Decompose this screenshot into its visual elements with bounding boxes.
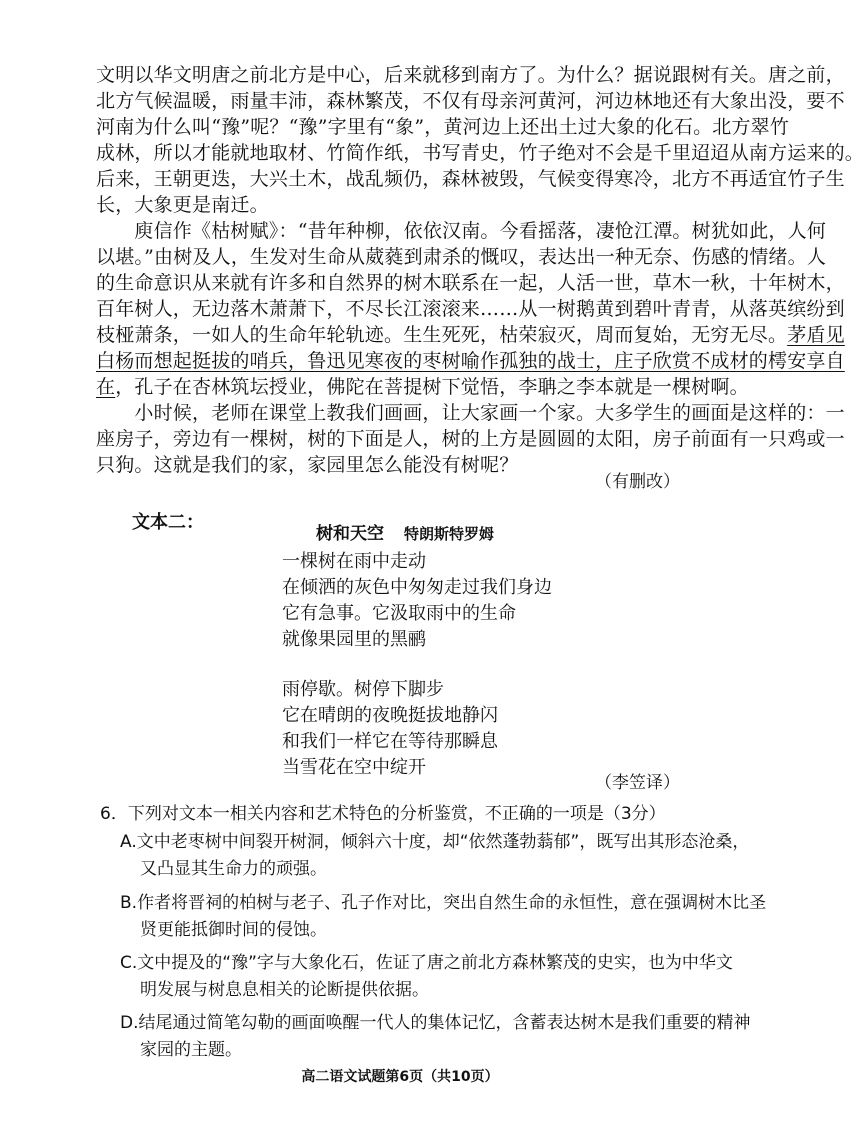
translator-note: （李笠译） <box>595 773 680 793</box>
option-d-line1: D.结尾通过简笔勾勒的画面唤醒一代人的集体记忆，含蓄表达树木是我们重要的精神 <box>120 1013 751 1033</box>
poem-line: 它在晴朗的夜晚挺拔地静闪 <box>282 705 498 726</box>
poem-title: 树和天空 <box>316 524 384 544</box>
poem-line: 雨停歇。树停下脚步 <box>282 679 444 700</box>
text1-line-with-underline <box>96 322 845 348</box>
underlined-line: 白杨而想起挺拔的哨兵，鲁迅见寒夜的枣树喻作孤独的战士，庄子欣赏不成材的樗安享自 <box>96 350 845 372</box>
text2-label: 文本二： <box>132 512 204 533</box>
text1-line: 座房子，旁边有一棵树，树的下面是人，树的上方是圆圆的太阳，房子前面有一只鸡或一 <box>96 428 845 450</box>
text1-line: 河南为什么叫“豫”呢？“豫”字里有“象”，黄河边上还出土过大象的化石。北方翠竹 <box>96 116 790 138</box>
poem-line: 和我们一样它在等待那瞬息 <box>282 731 498 752</box>
text1-line: 文明以华文明唐之前北方是中心，后来就移到南方了。为什么？据说跟树有关。唐之前， <box>96 64 845 86</box>
poem-line: 一棵树在雨中走动 <box>282 551 426 572</box>
poem-line: 它有急事。它汲取雨中的生命 <box>282 603 516 624</box>
option-b-line2: 贤更能抵御时间的侵蚀。 <box>140 920 327 940</box>
poem-author: 特朗斯特罗姆 <box>404 525 495 543</box>
option-c-line2: 明发展与树息息相关的论断提供依据。 <box>140 980 429 1000</box>
text1-line-text: 枝桠萧条，一如人的生命年轮轨迹。生生死死，枯荣寂灭，周而复始，无穷无尽。 <box>96 324 788 346</box>
underlined-phrase: 在 <box>96 376 116 398</box>
revision-note: （有删改） <box>595 472 680 492</box>
text1-line: 后来，王朝更迭，大兴土木，战乱频仍，森林被毁，气候变得寒冷，北方不再适宜竹子生 <box>96 168 845 190</box>
question-stem: 6．下列对文本一相关内容和艺术特色的分析鉴赏，不正确的一项是（3分） <box>100 804 666 824</box>
poem-line: 当雪花在空中绽开 <box>282 757 426 778</box>
text1-line: 成林，所以才能就地取材、竹简作纸，书写青史，竹子绝对不会是千里迢迢从南方运来的。 <box>96 142 864 164</box>
underlined-phrase: 茅盾见 <box>787 324 845 346</box>
poem-line: 在倾洒的灰色中匆匆走过我们身边 <box>282 577 552 598</box>
text1-line: 百年树人，无边落木萧萧下，不尽长江滚滚来……从一树鹅黄到碧叶青青，从落英缤纷到 <box>96 298 845 320</box>
text1-line: 小时候，老师在课堂上教我们画画，让大家画一个家。大多学生的画面是这样的：一 <box>96 402 845 424</box>
text1-line: 以堪。”由树及人，生发对生命从葳蕤到肃杀的慨叹，表达出一种无奈、伤感的情绪。人 <box>96 246 827 268</box>
text1-line: 只狗。这就是我们的家，家园里怎么能没有树呢？ <box>96 454 519 476</box>
option-c-line1: C.文中提及的“豫”字与大象化石，佐证了唐之前北方森林繁茂的史实，也为中华文 <box>120 953 733 973</box>
option-a-line2: 又凸显其生命力的顽强。 <box>140 859 327 879</box>
option-a-line1: A.文中老枣树中间裂开树洞，倾斜六十度，却“依然蓬勃蓊郁”，既写出其形态沧桑， <box>120 832 750 852</box>
text1-line: 长，大象更是南迁。 <box>96 194 269 216</box>
option-d-line2: 家园的主题。 <box>140 1040 242 1060</box>
text1-line-with-underline <box>96 374 749 400</box>
poem-line: 就像果园里的黑鹂 <box>282 629 426 650</box>
page-footer: 高二语文试题第6页（共10页） <box>301 1069 499 1085</box>
text1-line: 庾信作《枯树赋》：“昔年种柳，依依汉南。今看摇落，凄怆江潭。树犹如此，人何 <box>96 220 827 242</box>
text1-line: 北方气候温暖，雨量丰沛，森林繁茂，不仅有母亲河黄河，河边林地还有大象出没，要不 <box>96 90 845 112</box>
option-b-line1: B.作者将晋祠的柏树与老子、孔子作对比，突出自然生命的永恒性，意在强调树木比圣 <box>120 893 767 913</box>
text1-line-text: ，孔子在杏林筑坛授业，佛陀在菩提树下觉悟，李聃之李本就是一棵树啊。 <box>115 376 749 398</box>
text1-line: 的生命意识从来就有许多和自然界的树木联系在一起，人活一世，草木一秋，十年树木， <box>96 272 845 294</box>
